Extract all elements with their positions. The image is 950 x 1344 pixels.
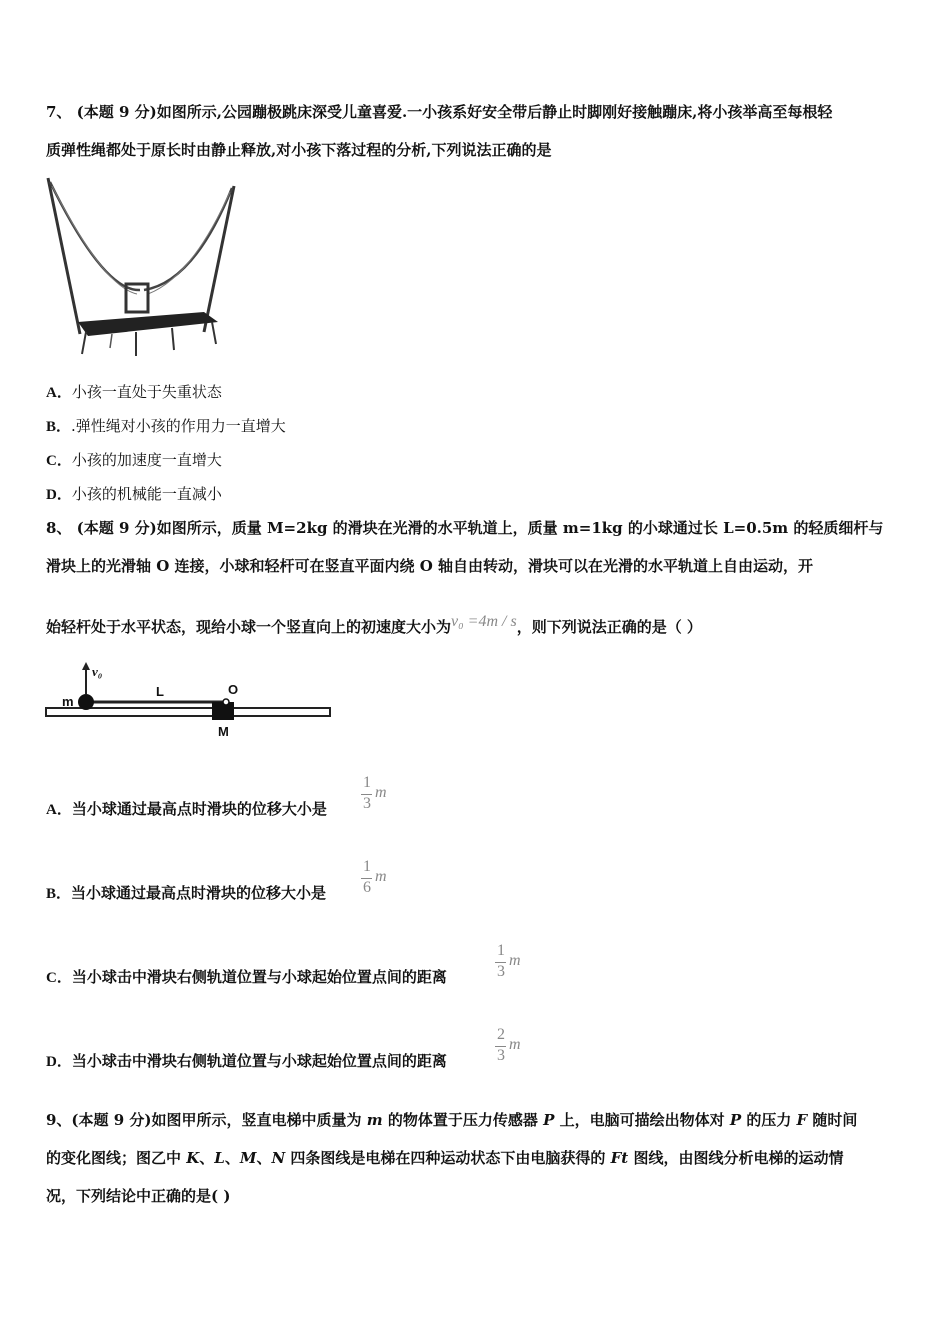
text-run: 、 [199, 1149, 215, 1167]
fraction-unit: m [509, 952, 521, 969]
option-text: 当小球通过最高点时滑块的位移大小是 [71, 800, 327, 818]
option-letter: D． [46, 487, 72, 503]
option-letter: C． [46, 970, 72, 986]
var-F: F [796, 1111, 808, 1129]
q8-option-d-fraction [494, 1026, 528, 1070]
q8-stem-line2: 滑块上的光滑轴 O 连接，小球和轻杆可在竖直平面内绕 O 轴自由转动，滑块可以在光滑的水平轨道上自由运动，开 [46, 557, 814, 575]
q7-stem-line1: 7、 (本题 9 分)如图所示,公园蹦极跳床深受儿童喜爱.一小孩系好安全带后静止时脚刚好接触蹦床,将小孩举高至每根轻 [46, 103, 833, 121]
M-label: M [218, 724, 229, 739]
text-run: 9、(本题 9 分)如图甲所示，竖直电梯中质量为 [46, 1111, 367, 1129]
option-text: 当小球击中滑块右侧轨道位置与小球起始位置点间的距离 [71, 1052, 447, 1070]
fraction-numerator: 2 [497, 1026, 505, 1043]
option-letter: A． [46, 802, 72, 818]
q7-option-c[interactable] [46, 450, 222, 471]
text-run: 的物体置于压力传感器 [382, 1111, 544, 1129]
q7-stem-line2: 质弹性绳都处于原长时由静止释放,对小孩下落过程的分析,下列说法正确的是 [46, 141, 552, 159]
text-run: 的压力 [741, 1111, 797, 1129]
fraction-unit: m [509, 1036, 521, 1053]
q8-stem-line3 [46, 613, 702, 638]
var-M: M [239, 1149, 257, 1167]
text-run: 图线，由图线分析电梯的运动情 [628, 1149, 844, 1167]
q9-stem-line1 [46, 1110, 857, 1130]
q9-stem-line2 [46, 1148, 843, 1168]
trampoline-figure [44, 172, 240, 364]
text-run: 四条图线是电梯在四种运动状态下由电脑获得的 [285, 1149, 611, 1167]
fraction-denominator: 3 [497, 1047, 505, 1064]
var-L: L [214, 1149, 225, 1167]
fraction-numerator: 1 [497, 942, 505, 959]
option-letter: C． [46, 453, 72, 469]
q7-option-d[interactable] [46, 484, 222, 505]
q8-option-a-fraction [360, 774, 394, 818]
fraction-denominator: 6 [363, 879, 371, 896]
var-P: P [729, 1111, 742, 1129]
text-run: 随时间 [807, 1111, 858, 1129]
q8-option-a[interactable] [46, 799, 327, 820]
var-K: K [186, 1149, 200, 1167]
var-N: N [271, 1149, 286, 1167]
fraction-denominator: 3 [497, 963, 505, 980]
var-P: P [543, 1111, 555, 1129]
fraction-unit: m [375, 868, 387, 885]
option-letter: B． [46, 419, 72, 435]
q8-option-c-fraction [494, 942, 528, 986]
q7-option-b[interactable] [46, 416, 286, 437]
q8-stem-line1: 8、 (本题 9 分)如图所示，质量 M=2kg 的滑块在光滑的水平轨道上，质量 m=1kg 的小球通过长 L=0.5m 的轻质细杆与 [46, 519, 884, 537]
option-text: 小孩的加速度一直增大 [71, 451, 222, 469]
rod-slider-figure [44, 660, 334, 740]
q8-option-b[interactable] [46, 883, 326, 904]
q8-option-b-fraction [360, 858, 394, 902]
fraction-unit: m [375, 784, 387, 801]
fraction-numerator: 1 [363, 774, 371, 791]
text-run: 上，电脑可描绘出物体对 [554, 1111, 730, 1129]
O-label: O [228, 682, 239, 697]
q7-option-a[interactable] [46, 382, 222, 403]
text-run: 、 [256, 1149, 272, 1167]
q8-stem-line3-pre: 始轻杆处于水平状态，现给小球一个竖直向上的初速度大小为 [46, 618, 452, 636]
q8-option-c[interactable] [46, 967, 447, 988]
q8-option-d[interactable] [46, 1051, 447, 1072]
option-letter: A． [46, 385, 72, 401]
m-label: m [62, 694, 74, 709]
velocity-formula: v₀ =4m / s [451, 613, 517, 630]
option-text: 小孩一直处于失重状态 [71, 383, 222, 401]
q9-stem-line3: 况，下列结论中正确的是( ) [46, 1187, 231, 1205]
q8-stem-line3-post: ，则下列说法正确的是（ ） [516, 618, 702, 636]
option-text: 当小球击中滑块右侧轨道位置与小球起始位置点间的距离 [71, 968, 447, 986]
option-letter: D． [46, 1054, 72, 1070]
var-m: m [366, 1111, 383, 1129]
text-run: 、 [224, 1149, 240, 1167]
option-text: 当小球通过最高点时滑块的位移大小是 [71, 884, 327, 902]
fraction-denominator: 3 [363, 795, 371, 812]
option-text: 小孩的机械能一直减小 [71, 485, 222, 503]
option-letter: B． [46, 886, 72, 902]
fraction-numerator: 1 [363, 858, 371, 875]
v0-label: v₀ [92, 664, 103, 679]
option-text: .弹性绳对小孩的作用力一直增大 [71, 417, 286, 435]
L-label: L [156, 684, 164, 699]
text-run: 的变化图线；图乙中 [46, 1149, 187, 1167]
var-Ft: Ft [610, 1149, 629, 1167]
